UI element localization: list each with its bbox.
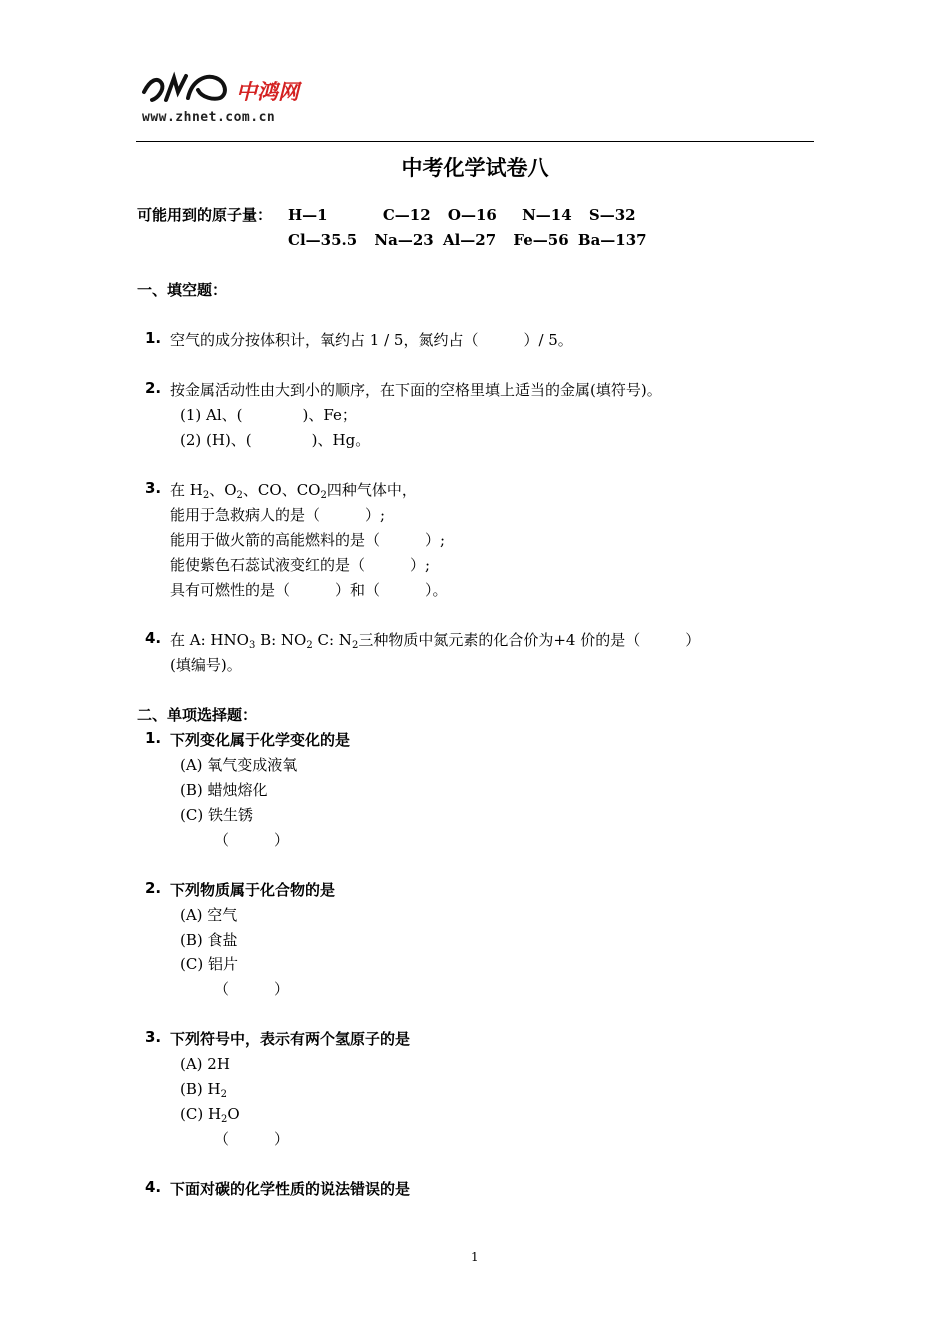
mass-s: S—32	[588, 206, 636, 224]
page-number: 1	[471, 1250, 479, 1264]
s1-q4-sub-n2: 2	[351, 640, 359, 651]
mass-cl: Cl—35.5	[288, 231, 358, 249]
mass-c: C—12	[382, 206, 431, 224]
s1-q1-text: 空气的成分按体积计，氧约占 1 / 5，氮约占（ ）/ 5。	[170, 331, 573, 349]
s2-q1-text: 下列变化属于化学变化的是	[170, 731, 351, 749]
atomic-mass-row2	[288, 230, 647, 250]
s1-q4-sub-hno3: 3	[248, 640, 256, 651]
s1-q3-intro-c: 、CO、CO	[242, 481, 321, 499]
s1-q4-part-b: B: NO	[255, 631, 307, 649]
s2-q2-option-b: (B) 食盐	[180, 931, 238, 949]
mass-ba: Ba—137	[577, 231, 647, 249]
s2-q3-option-c-text: (C) H	[180, 1105, 222, 1123]
s1-q3-sub-o2: 2	[236, 490, 243, 501]
s1-q3-intro-d: 四种气体中，	[326, 481, 417, 499]
mass-o: O—16	[447, 206, 497, 224]
s2-q4-text: 下面对碳的化学性质的说法错误的是	[170, 1180, 411, 1198]
atomic-mass-row1	[288, 205, 636, 225]
s1-q3-line2: 能用于做火箭的高能燃料的是（ ）;	[170, 531, 446, 549]
logo-mark-icon	[140, 70, 235, 106]
s2-q1-option-c: (C) 铁生锈	[180, 806, 253, 824]
mass-fe: Fe—56	[513, 231, 569, 249]
s1-q2-line1: (1) Al、( )、Fe；	[180, 406, 357, 424]
mass-h: H—1	[288, 206, 328, 224]
s2-q3-option-a: (A) 2H	[180, 1055, 230, 1073]
s1-q2-text: 按金属活动性由大到小的顺序，在下面的空格里填上适当的金属(填符号)。	[170, 381, 662, 399]
atomic-mass-label: 可能用到的原子量：	[137, 206, 273, 224]
s2-q3-option-c-tail: O	[227, 1105, 240, 1123]
logo-name: 中鸿网	[236, 80, 299, 104]
s2-q2-option-a: (A) 空气	[180, 906, 238, 924]
s1-q3-line3: 能使紫色石蕊试液变红的是（ ）;	[170, 556, 431, 574]
s2-q1-number: 1.	[145, 729, 162, 747]
s1-q2-line2: (2) (H)、( )、Hg。	[180, 431, 371, 449]
s1-q3-intro-a: 在 H	[170, 481, 203, 499]
s1-q4-number: 4.	[145, 629, 162, 647]
s2-q2-number: 2.	[145, 879, 162, 897]
s2-q1-option-a: (A) 氧气变成液氧	[180, 756, 298, 774]
s1-q4-part-d: 三种物质中氮元素的化合价为+4 价的是（ ）	[358, 631, 701, 649]
s2-q2-blank: （ ）	[214, 980, 290, 998]
logo-url: www.zhnet.com.cn	[142, 110, 276, 125]
s2-q4-number: 4.	[145, 1178, 162, 1196]
s2-q1-option-b: (B) 蜡烛熔化	[180, 781, 268, 799]
s1-q4-line2: (填编号)。	[170, 656, 242, 674]
header-divider	[136, 141, 814, 142]
s2-q3-number: 3.	[145, 1028, 162, 1046]
section1-heading: 一、填空题：	[137, 281, 228, 299]
s2-q3-text: 下列符号中，表示有两个氢原子的是	[170, 1030, 411, 1048]
section2-heading: 二、单项选择题：	[137, 706, 258, 724]
mass-na: Na—23	[374, 231, 434, 249]
s2-q3-option-b-sub: 2	[220, 1089, 227, 1100]
s2-q3-option-b-text: (B) H	[180, 1080, 221, 1098]
s1-q3-intro-b: 、O	[209, 481, 237, 499]
s2-q2-option-c: (C) 铝片	[180, 955, 238, 973]
s1-q2-number: 2.	[145, 379, 162, 397]
s1-q3-intro	[170, 480, 417, 506]
s1-q4-text	[170, 630, 700, 656]
logo	[140, 70, 310, 130]
s1-q1-number: 1.	[145, 329, 162, 347]
s1-q3-number: 3.	[145, 479, 162, 497]
s2-q2-text: 下列物质属于化合物的是	[170, 881, 336, 899]
s2-q3-option-c	[180, 1104, 240, 1130]
s2-q3-option-b	[180, 1079, 227, 1105]
s2-q3-blank: （ ）	[214, 1130, 290, 1148]
page-title: 中考化学试卷八	[401, 155, 549, 180]
mass-al: Al—27	[442, 231, 497, 249]
s1-q3-line4: 具有可燃性的是（ ）和（ ）。	[170, 581, 448, 599]
s1-q3-line1: 能用于急救病人的是（ ）;	[170, 506, 386, 524]
s1-q4-part-a: 在 A: HNO	[170, 631, 249, 649]
s2-q1-blank: （ ）	[214, 831, 290, 849]
mass-n: N—14	[522, 206, 572, 224]
s2-q3-option-c-sub: 2	[221, 1114, 228, 1125]
s1-q3-sub-co2: 2	[320, 490, 327, 501]
s1-q4-sub-no2: 2	[306, 640, 313, 651]
s1-q4-part-c: C: N	[312, 631, 352, 649]
s1-q3-sub-h2: 2	[202, 490, 210, 501]
